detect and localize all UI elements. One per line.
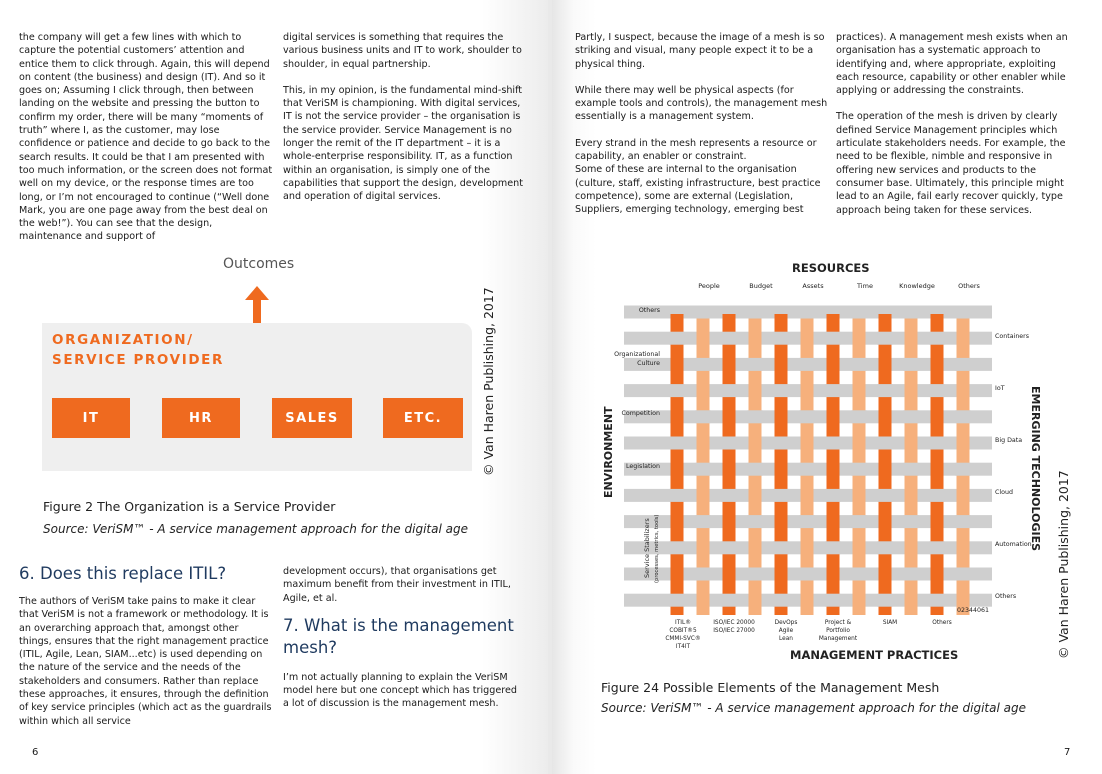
mesh-weave-crossing	[852, 463, 867, 476]
resource-label: Others	[958, 282, 980, 290]
mesh-weave-crossing	[878, 594, 893, 607]
copyright-notice: © Van Haren Publishing, 2017	[1056, 470, 1071, 659]
mesh-weave-crossing	[904, 358, 919, 371]
mesh-weave-crossing	[670, 489, 685, 502]
copyright-notice: © Van Haren Publishing, 2017	[481, 287, 496, 476]
mesh-weave-crossing	[930, 489, 945, 502]
mesh-vertical-strand	[827, 314, 840, 615]
mesh-weave-crossing	[826, 384, 841, 397]
mesh-weave-crossing	[852, 515, 867, 528]
practice-label: COBIT®5	[669, 628, 697, 634]
mesh-weave-crossing	[800, 463, 815, 476]
section-heading: 6. Does this replace ITIL?	[19, 564, 227, 583]
mesh-weave-crossing	[904, 306, 919, 319]
mesh-weave-crossing	[878, 541, 893, 554]
mesh-weave-crossing	[670, 541, 685, 554]
mesh-vertical-strand	[671, 314, 684, 615]
environment-label: Service Stabilizers	[643, 518, 651, 578]
environment-label: Organizational	[614, 351, 660, 358]
mesh-weave-crossing	[800, 358, 815, 371]
paragraph: Some of these are internal to the organisation (culture, staff, existing infrastructure, best practice competence), some are external (Legislation, Suppliers, emerging technology, emerging best	[575, 164, 821, 216]
hr-block: HR	[162, 398, 240, 438]
practice-label: Others	[932, 620, 952, 626]
mesh-weave-crossing	[904, 463, 919, 476]
mesh-weave-crossing	[774, 489, 789, 502]
mesh-weave-crossing	[670, 332, 685, 345]
figure-source: Source: VeriSM™ - A service management approach for the digital age	[43, 522, 468, 536]
environment-label: Legislation	[626, 463, 660, 470]
paragraph: Every strand in the mesh represents a resource or capability, an enabler or constraint.	[575, 137, 817, 163]
right-column-1	[575, 31, 831, 230]
mesh-weave-crossing	[956, 463, 971, 476]
left-column-1	[19, 31, 273, 257]
mesh-weave-crossing	[826, 489, 841, 502]
mesh-weave-crossing	[774, 594, 789, 607]
mesh-weave-crossing	[878, 437, 893, 450]
mesh-weave-crossing	[930, 332, 945, 345]
practice-label: SIAM	[882, 620, 898, 626]
mesh-weave-crossing	[722, 384, 737, 397]
mesh-vertical-strand	[775, 314, 788, 615]
paragraph: The operation of the mesh is driven by clearly defined Service Management principles which articulate stakeholders needs. For example, the need to be flexible, nimble and responsive in offering new services and products to the consumer base. Ultimately, this principle might lead to an Agile, fail early recover quickly, type approach being taken for these services.	[836, 111, 1066, 216]
emerging-label: Others	[995, 593, 1017, 600]
mesh-weave-crossing	[696, 515, 711, 528]
mesh-weave-crossing	[722, 332, 737, 345]
sales-block: SALES	[272, 398, 352, 438]
mesh-vertical-strand	[879, 314, 892, 615]
environment-title: ENVIRONMENT	[602, 406, 615, 498]
practice-label: Agile	[778, 628, 794, 634]
mesh-weave-crossing	[852, 358, 867, 371]
right-column-2	[836, 31, 1080, 230]
mesh-weave-crossing	[748, 463, 763, 476]
emerging-label: IoT	[995, 385, 1005, 392]
paragraph: The authors of VeriSM take pains to make it clear that VeriSM is not a framework or methodology. It is an overarching approach that, amongst other things, ensures that the right management practice (ITIL, Agile, Lean, SIAM...etc) is used depending on the nature of the service and the needs of the stakeholders and consumers. Rather than replace these approaches, it ensures, through the definition of key service principles (which act as the guardrails within which all service	[19, 596, 272, 727]
mesh-weave-crossing	[826, 541, 841, 554]
practice-label: CMMI-SVC®	[665, 636, 701, 642]
page-number: 6	[32, 747, 39, 758]
mesh-weave-crossing	[904, 568, 919, 581]
mesh-weave-crossing	[878, 332, 893, 345]
it-block: IT	[52, 398, 130, 438]
left-page	[0, 0, 548, 774]
mesh-weave-crossing	[774, 384, 789, 397]
resource-label: Knowledge	[899, 282, 935, 290]
mesh-weave-crossing	[774, 437, 789, 450]
mesh-weave-crossing	[722, 541, 737, 554]
mesh-weave-crossing	[748, 358, 763, 371]
outcomes-label: Outcomes	[223, 256, 295, 272]
mesh-weave-crossing	[800, 410, 815, 423]
resource-label: Budget	[749, 282, 773, 290]
mesh-weave-crossing	[670, 437, 685, 450]
mesh-weave-crossing	[930, 594, 945, 607]
practice-label: IT4IT	[675, 644, 691, 650]
environment-label: Culture	[637, 360, 660, 367]
figure-caption: Figure 2 The Organization is a Service Provider	[43, 499, 336, 514]
mesh-weave-crossing	[826, 594, 841, 607]
left-column-2-bottom	[283, 565, 523, 724]
practice-label: DevOps	[774, 620, 798, 626]
emerging-label: Big Data	[995, 437, 1023, 444]
emerging-label: Containers	[995, 333, 1030, 340]
page-number: 7	[1064, 747, 1071, 758]
right-page	[552, 0, 1102, 774]
mesh-weave-crossing	[878, 384, 893, 397]
mesh-weave-crossing	[748, 515, 763, 528]
mesh-weave-crossing	[696, 410, 711, 423]
mesh-weave-crossing	[878, 489, 893, 502]
paragraph: development occurs), that organisations get maximum benefit from their investment in ITIL, Agile, et al.	[283, 566, 511, 604]
mesh-weave-crossing	[826, 332, 841, 345]
emerging-label: Automation	[995, 541, 1032, 548]
practice-label: ITIL®	[675, 620, 691, 626]
mesh-weave-crossing	[670, 384, 685, 397]
mesh-weave-crossing	[904, 410, 919, 423]
practice-label: Portfolio	[826, 628, 850, 634]
mesh-weave-crossing	[852, 306, 867, 319]
left-column-2	[283, 31, 523, 217]
mesh-weave-crossing	[956, 515, 971, 528]
practice-label: ISO/IEC 20000	[713, 620, 755, 626]
paragraph: Partly, I suspect, because the image of a mesh is so striking and visual, many people expect it to be a physical thing.	[575, 32, 825, 70]
paragraph: digital services is something that requires the various business units and IT to work, shoulder to shoulder, in equal partnership.	[283, 32, 522, 70]
mesh-weave-crossing	[722, 594, 737, 607]
environment-label: (processes, metrics, tools)	[654, 514, 660, 583]
practices-title: MANAGEMENT PRACTICES	[790, 648, 959, 662]
mesh-weave-crossing	[748, 410, 763, 423]
mesh-weave-crossing	[956, 410, 971, 423]
mesh-weave-crossing	[852, 568, 867, 581]
figure-code: 02344061	[956, 607, 989, 614]
mesh-weave-crossing	[670, 594, 685, 607]
figure-caption: Figure 24 Possible Elements of the Management Mesh	[601, 680, 940, 695]
mesh-vertical-strand	[931, 314, 944, 615]
practice-label: ISO/IEC 27000	[713, 628, 755, 634]
resource-label: Assets	[802, 282, 824, 290]
mesh-weave-crossing	[748, 568, 763, 581]
paragraph: practices). A management mesh exists when an organisation has a systematic approach to identifying and, where appropriate, exploiting each resource, capability or other enabler while applying or addressing the constraints.	[836, 32, 1068, 97]
environment-label: Others	[638, 307, 660, 314]
etc-block: ETC.	[383, 398, 463, 438]
mesh-weave-crossing	[722, 437, 737, 450]
mesh-weave-crossing	[774, 332, 789, 345]
mesh-weave-crossing	[930, 437, 945, 450]
mesh-weave-crossing	[930, 541, 945, 554]
emerging-label: Cloud	[995, 489, 1013, 496]
mesh-weave-crossing	[826, 437, 841, 450]
section-6	[19, 563, 273, 741]
mesh-weave-crossing	[852, 410, 867, 423]
resources-title: RESOURCES	[792, 261, 870, 275]
mesh-weave-crossing	[956, 358, 971, 371]
paragraph: While there may well be physical aspects (for example tools and controls), the management mesh essentially is a management system.	[575, 84, 828, 123]
practice-label: Project &	[824, 620, 852, 626]
environment-label: Competition	[621, 410, 660, 417]
paragraph: the company will get a few lines with which to capture the potential customers’ attention and entice them to click through. Again, this will depend on content (the business) and design (IT). And so it goes on; Assuming I click through, then between landing on the website and pressing the button to confirm my order, there will be many “moments of truth” where I, as the customer, may lose confidence or patience and decide to go back to the search results. It could be that I am presented with too much information, or the screen does not format well on my device, or the response times are too long, or I’m not encouraged to continue (“Well done Mark, you are one page away from the best deal on the web!”). You can see that the design, maintenance and support of	[19, 32, 273, 243]
section-heading: 7. What is the management mesh?	[283, 615, 514, 657]
mesh-weave-crossing	[696, 568, 711, 581]
mesh-weave-crossing	[956, 568, 971, 581]
mesh-diagram	[552, 250, 1102, 670]
practice-label: Management	[818, 636, 858, 642]
mesh-weave-crossing	[696, 306, 711, 319]
mesh-weave-crossing	[956, 306, 971, 319]
mesh-vertical-strand	[723, 314, 736, 615]
mesh-weave-crossing	[748, 306, 763, 319]
mesh-weave-crossing	[774, 541, 789, 554]
organization-title: ORGANIZATION/ SERVICE PROVIDER	[52, 332, 224, 368]
resource-label: People	[698, 282, 720, 290]
practice-label: Lean	[779, 636, 793, 642]
paragraph: This, in my opinion, is the fundamental mind-shift that VeriSM is championing. With digital services, IT is not the service provider – the organisation is the service provider. Service Management is no longer the remit of the IT department – it is a whole-enterprise responsibility. IT, as a function within an organisation, is simply one of the capabilities that support the design, development and operation of digital services.	[283, 84, 524, 203]
mesh-weave-crossing	[696, 358, 711, 371]
figure-source: Source: VeriSM™ - A service management approach for the digital age	[601, 701, 1026, 715]
mesh-weave-crossing	[800, 306, 815, 319]
mesh-weave-crossing	[722, 489, 737, 502]
mesh-weave-crossing	[696, 463, 711, 476]
resource-label: Time	[857, 282, 873, 290]
paragraph: I’m not actually planning to explain the VeriSM model here but one concept which has triggered a lot of discussion is the management mesh.	[283, 671, 517, 710]
mesh-weave-crossing	[800, 515, 815, 528]
mesh-weave-crossing	[930, 384, 945, 397]
mesh-weave-crossing	[904, 515, 919, 528]
mesh-weave-crossing	[800, 568, 815, 581]
emerging-title: EMERGING TECHNOLOGIES	[1029, 386, 1042, 552]
